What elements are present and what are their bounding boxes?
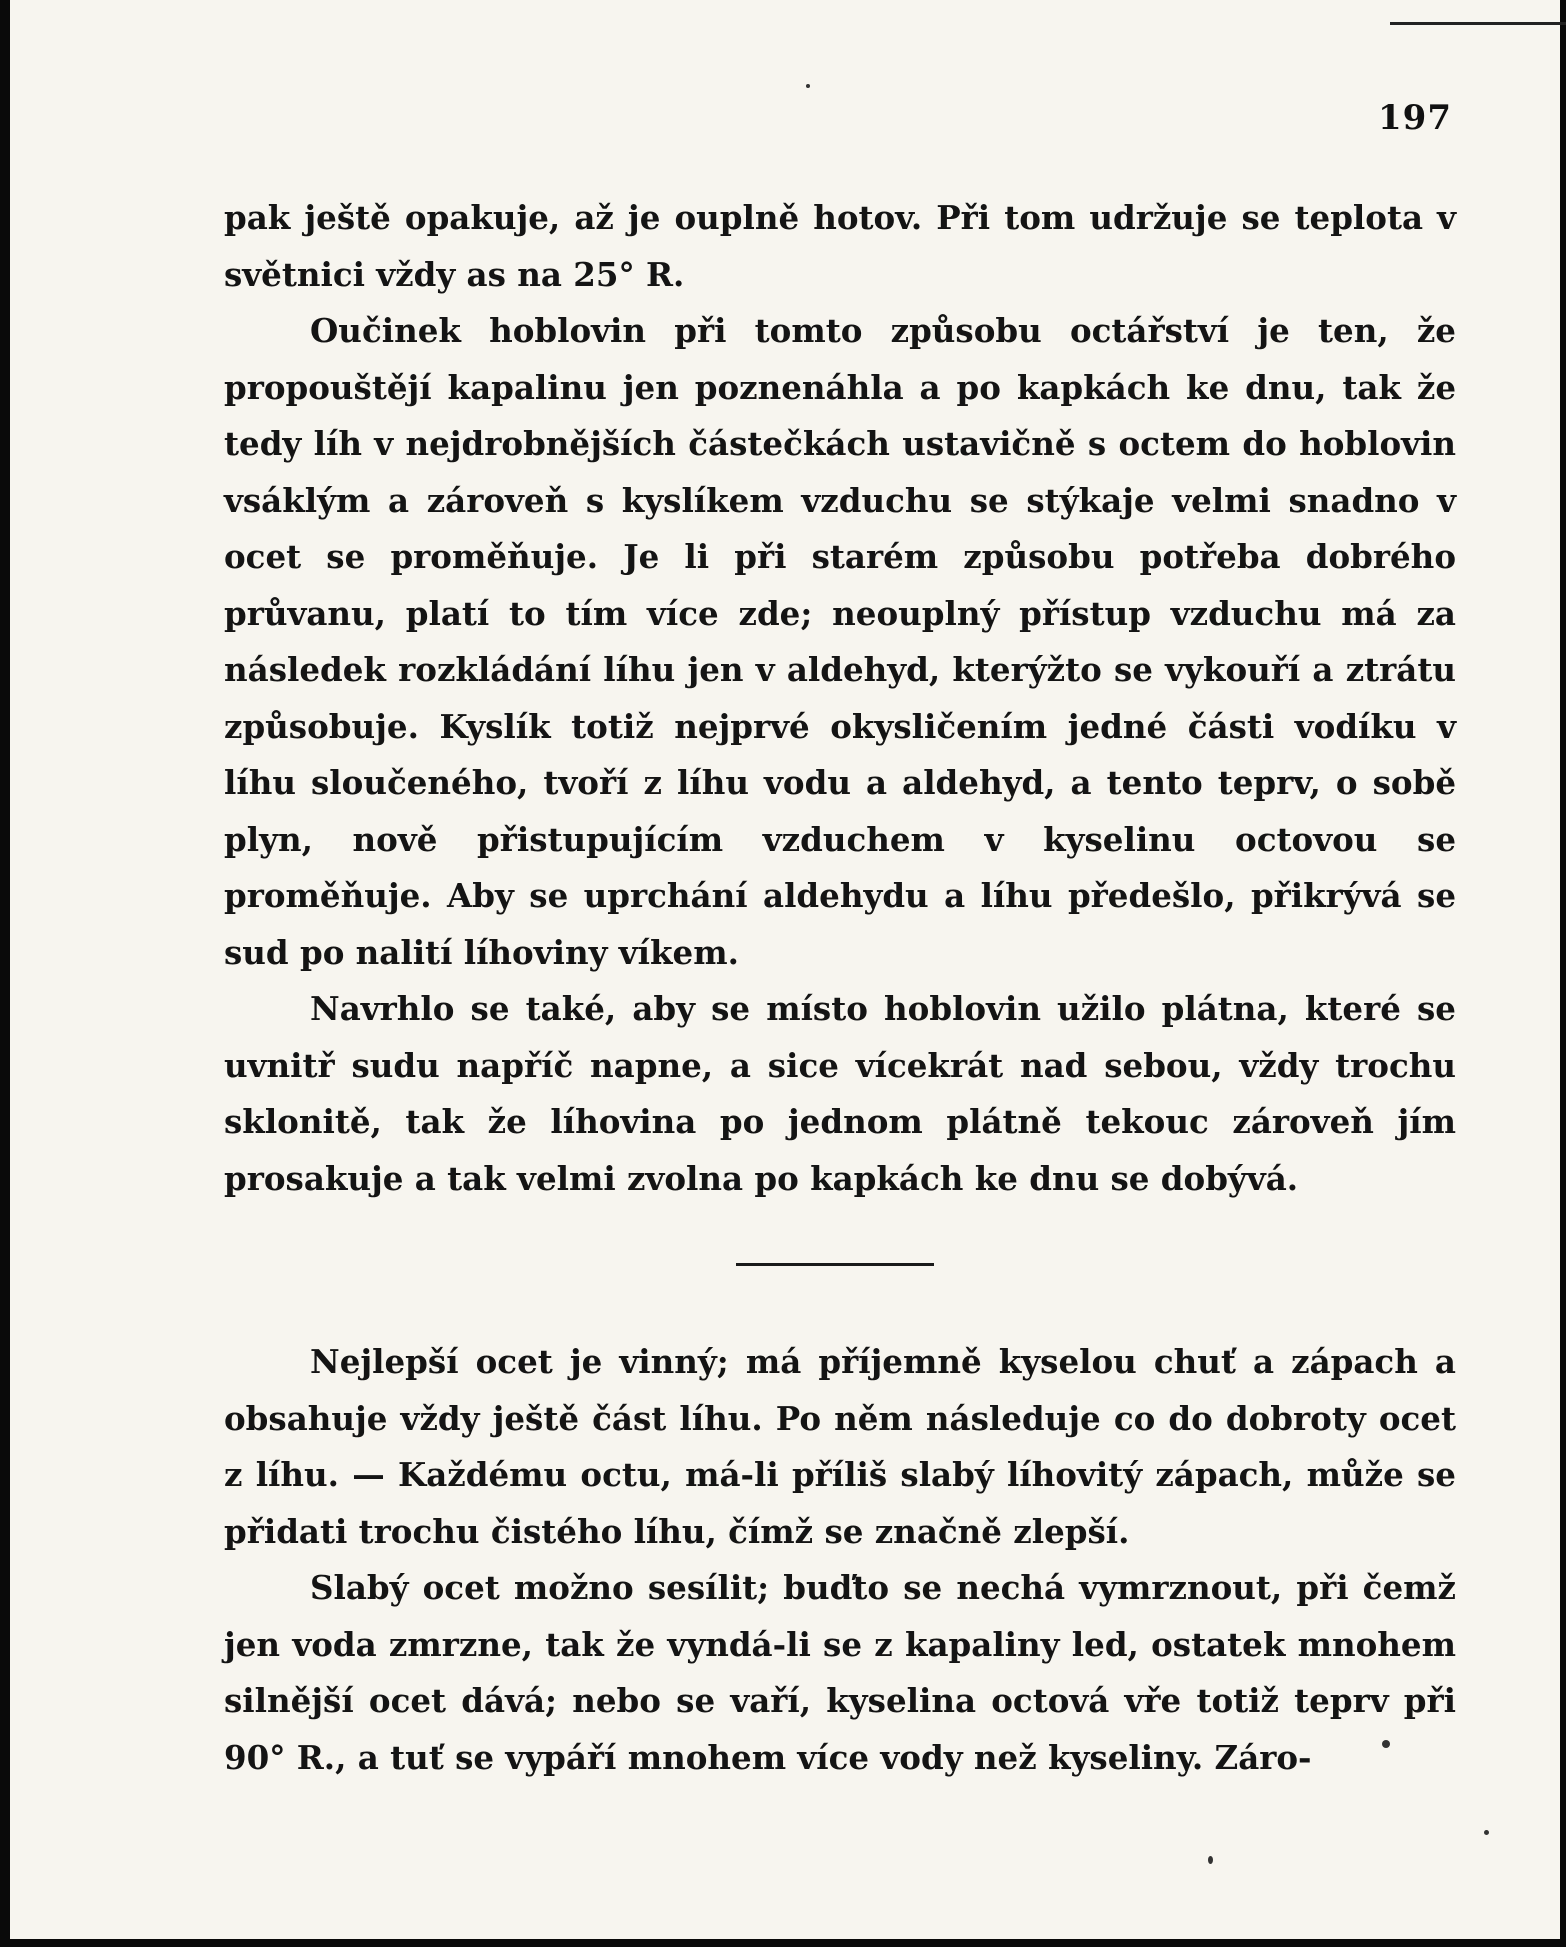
paragraph-best-vinegar: Nejlepší ocet je vinný; má příjemně kyselou chuť a zápach a obsahuje vždy ještě část líhu. Po něm následuje co do dobroty ocet z líhu. — Každému octu, má-li příliš slabý líhovitý zápach, může se přidati trochu čistého líhu, čímž se značně zlepší. [224,1342,1456,1551]
print-speck [1208,1856,1213,1864]
page-number: 197 [1378,98,1452,138]
top-edge-rule [1390,22,1566,25]
print-speck [1382,1740,1390,1748]
print-speck [1484,1830,1489,1835]
paragraph-platno: Navrhlo se také, aby se místo hoblovin užilo plátna, které se uvnitř sudu napříč napne, a sice vícekrát nad sebou, vždy trochu sklonitě, tak že líhovina po jednom plátně tekouc zároveň jím prosakuje a tak velmi zvolna po kapkách ke dnu se dobývá. [224,989,1456,1198]
paragraph-hoblovin-effect: Oučinek hoblovin při tomto způsobu octářství je ten, že propouštějí kapalinu jen poznenáhla a po kapkách ke dnu, tak že tedy líh v nejdrobnějších částečkách ustavičně s octem do hoblovin vsáklým a zároveň s kyslíkem vzduchu se stýkaje velmi snadno v ocet se proměňuje. Je li při starém způsobu potřeba dobrého průvanu, platí to tím více zde; neouplný přístup vzduchu má za následek rozkládání líhu jen v aldehyd, kterýžto se vykouří a ztrátu způsobuje. Kyslík totiž nejprvé okysličením jedné části vodíku v líhu sloučeného, tvoří z líhu vodu a aldehyd, a tento teprv, o sobě plyn, nově přistupujícím vzduchem v kyselinu octovou se proměňuje. Aby se uprchání aldehydu a líhu předešlo, přikrývá se sud po nalití líhoviny víkem. [224,311,1456,972]
section-divider [736,1263,934,1266]
paragraph-continuation: pak ještě opakuje, až je ouplně hotov. Při tom udržuje se teplota v světnici vždy as na 25° R. [224,198,1456,294]
body-text [224,190,1456,1786]
print-speck [806,84,810,88]
paragraph-weak-vinegar: Slabý ocet možno sesílit; buďto se nechá vymrznout, při čemž jen voda zmrzne, tak že vyndá-li se z kapaliny led, ostatek mnohem silnější ocet dává; nebo se vaří, kyselina octová vře totiž teprv při 90° R., a tuť se vypáří mnohem více vody než kyseliny. Záro- [224,1568,1456,1777]
